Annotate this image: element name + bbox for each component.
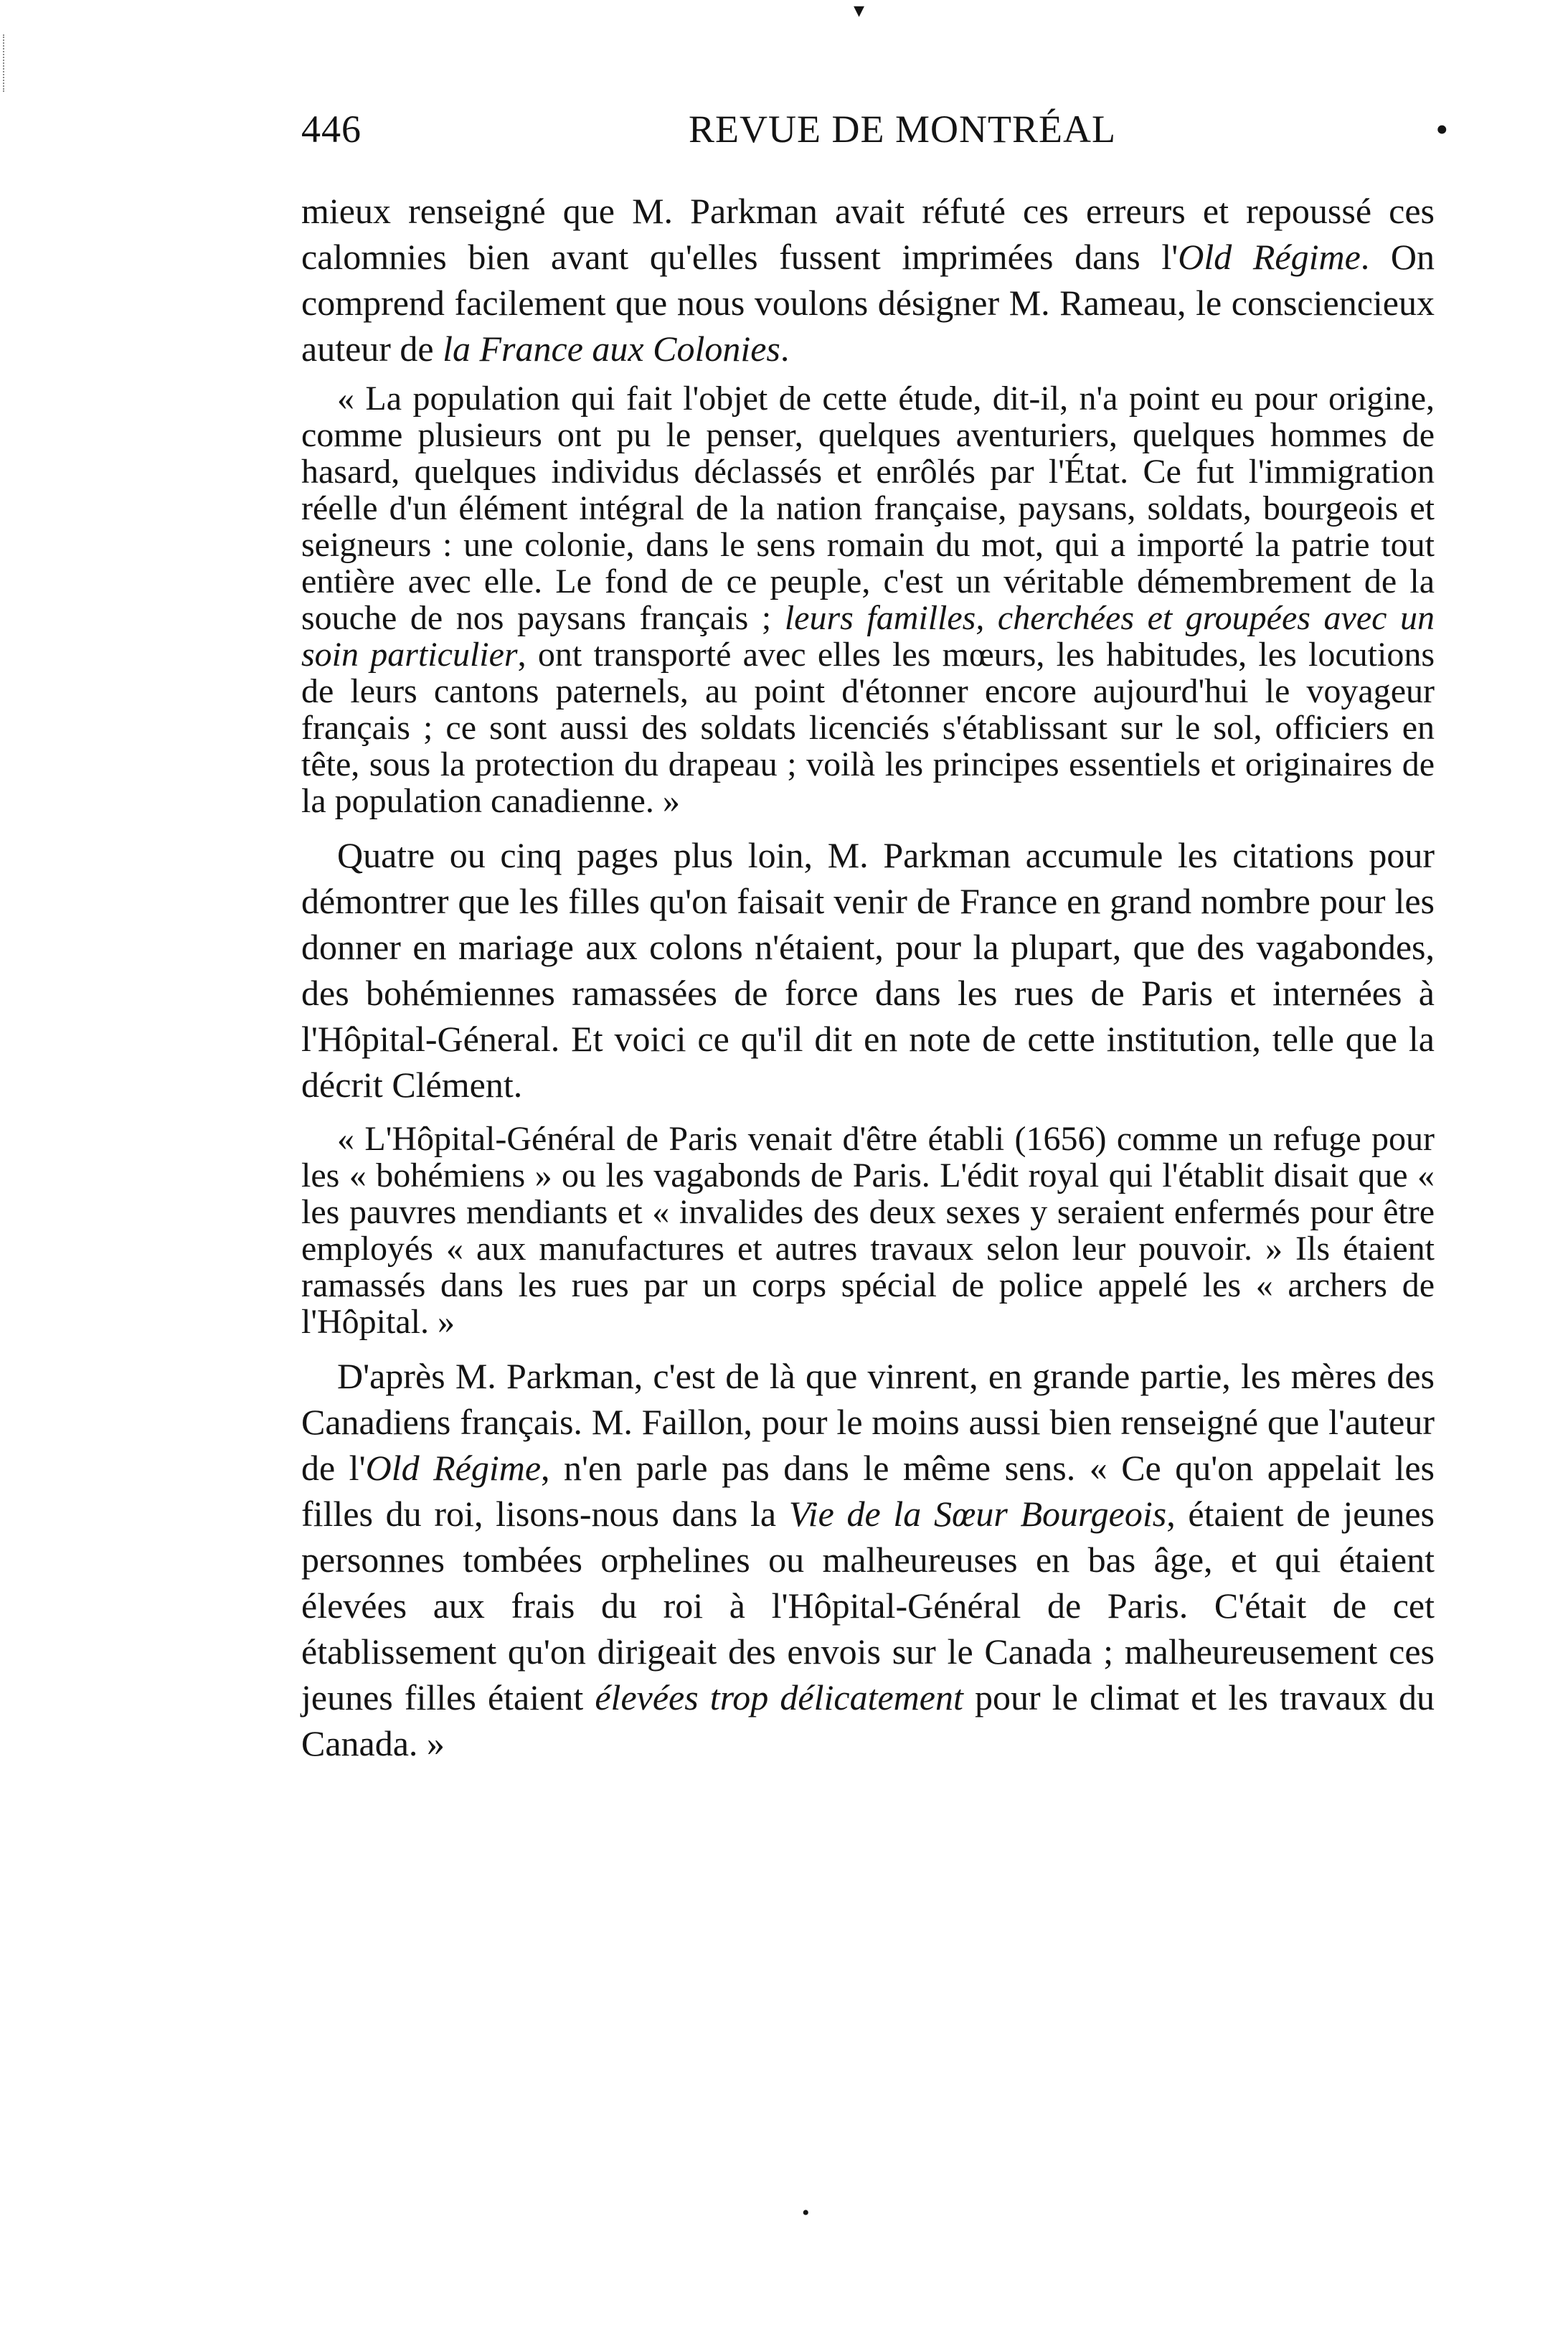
- paragraph-3: [301, 832, 1435, 1108]
- running-title: REVUE DE MONTRÉAL: [689, 108, 1116, 151]
- text-run: mieux renseigné que M. Parkman avait réfuté ces erreurs et repoussé ces calomnies bien avant qu'elles fussent imprimées dans l': [301, 191, 1435, 277]
- text-run: « L'Hôpital-Général de Paris venait d'être établi (1656) comme un refuge pour les « bohémiens » ou les vagabonds de Paris. L'édit royal qui l'établit disait que « les pauvres mendiants et « invalides des deux sexes y seraient enfermés pour être employés « aux manufactures et autres travaux selon leur pouvoir. » Ils étaient ramassés dans les rues par un corps spécial de police appelé les « archers de l'Hôpital. »: [301, 1120, 1435, 1341]
- paragraph-1: [301, 188, 1435, 372]
- italic-text: la France aux Colonies: [443, 329, 780, 369]
- text-run: D'après M. Parkman, c'est de là que vinrent, en grande partie, les mères des Canadiens français. M. Faillon, pour le moins aussi bien renseigné que l'auteur de l': [301, 1356, 1435, 1488]
- scan-margin-marks: [3, 34, 11, 92]
- text-run: , n'en parle pas dans le même sens. « Ce qu'on appelait les filles du roi, lisons-nous dans la: [301, 1448, 1435, 1534]
- text-run: , ont transporté avec elles les mœurs, les habitudes, les locutions de leurs cantons paternels, au point d'étonner encore aujourd'hui le voyageur français ; ce sont aussi des soldats licenciés s'établissant sur le sol, officiers en tête, sous la protection du drapeau ; voilà les principes essentiels et originaires de la population canadienne. »: [301, 636, 1435, 820]
- text-run: . On comprend facilement que nous voulons désigner M. Rameau, le consciencieux auteur de: [301, 237, 1435, 369]
- italic-text: Vie de la Sœur Bourgeois: [788, 1494, 1167, 1534]
- text-run: Quatre ou cinq pages plus loin, M. Parkman accumule les citations pour démontrer que les filles qu'on faisait venir de France en grand nombre pour les donner en mariage aux colons n'étaient, pour la plupart, que des vagabondes, des bohémiennes ramassées de force dans les rues de Paris et internées à l'Hôpital-Géneral. Et voici ce qu'il dit en note de cette institution, telle que la décrit Clément.: [301, 835, 1435, 1105]
- italic-text: Old Régime: [365, 1448, 542, 1488]
- text-run: « La population qui fait l'objet de cette étude, dit-il, n'a point eu pour origine, comme plusieurs ont pu le penser, quelques aventuriers, quelques hommes de hasard, quelques individus déclassés et enrôlés par l'État. Ce fut l'immigration réelle d'un élément intégral de la nation française, paysans, soldats, bourgeois et seigneurs : une colonie, dans le sens romain du mot, qui a importé la patrie tout entière avec elle. Le fond de ce peuple, c'est un véritable démembrement de la souche de nos paysans français ;: [301, 380, 1435, 637]
- body-text: [301, 188, 1435, 1766]
- italic-text: leurs familles, cherchées et groupées avec un soin particulier: [301, 599, 1435, 674]
- page-number: 446: [301, 108, 362, 151]
- bottom-printer-mark: •: [802, 2201, 810, 2225]
- italic-text: élevées trop délicatement: [595, 1677, 963, 1717]
- header-mark: •: [1435, 109, 1449, 149]
- running-header: [301, 104, 1449, 154]
- paragraph-4-hopital-quote: [301, 1121, 1435, 1340]
- text-run: .: [780, 329, 790, 369]
- text-run: , étaient de jeunes personnes tombées orphelines ou malheureuses en bas âge, et qui étaient élevées aux frais du roi à l'Hôpital-Général de Paris. C'était de cet établissement qu'on dirigeait des envois sur le Canada ; malheureusement ces jeunes filles étaient: [301, 1494, 1435, 1717]
- paragraph-2-rameau-quote: [301, 380, 1435, 819]
- top-printer-mark: ▾: [854, 0, 865, 22]
- text-run: pour le climat et les travaux du Canada. »: [301, 1677, 1435, 1763]
- paragraph-5: [301, 1353, 1435, 1766]
- italic-text: Old Régime: [1178, 237, 1361, 277]
